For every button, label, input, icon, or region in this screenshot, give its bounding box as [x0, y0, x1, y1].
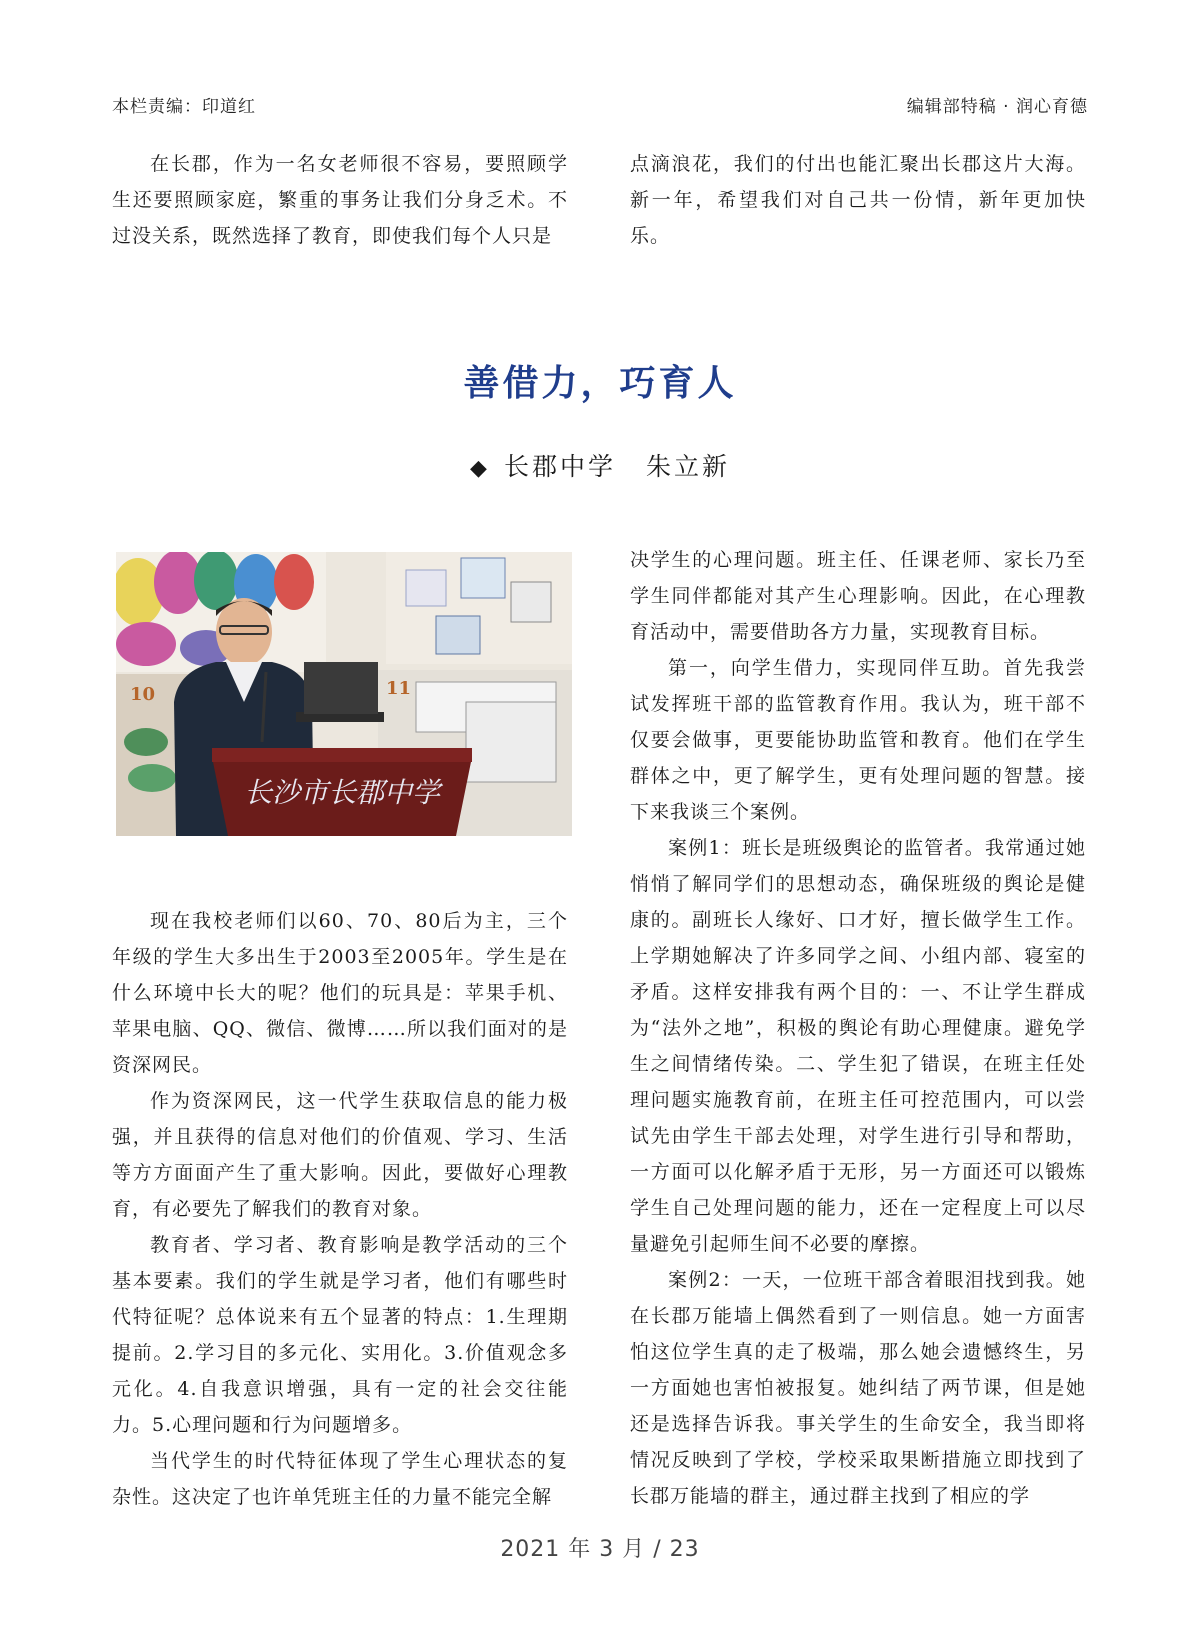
article-paragraph: 决学生的心理问题。班主任、任课老师、家长乃至学生同伴都能对其产生心理影响。因此，在心理教育活动中，需要借助各方力量，实现教育目标。 [630, 549, 1086, 643]
sign-number-11: 11 [386, 678, 412, 699]
article-paragraph: 教育者、学习者、教育影响是教学活动的三个基本要素。我们的学生就是学习者，他们有哪些时代特征呢？总体说来有五个显著的特点：1.生理期提前。2.学习目的多元化、实用化。3.价值观念多元化。4.自我意识增强，具有一定的社会交往能力。5.心理问题和行为问题增多。 [112, 1234, 568, 1436]
article-paragraph: 案例1：班长是班级舆论的监管者。我常通过她悄悄了解同学们的思想动态，确保班级的舆论是健康的。副班长人缘好、口才好，擅长做学生工作。上学期她解决了许多同学之间、小组内部、寝室的矛盾。这样安排我有两个目的：一、不让学生群成为“法外之地”，积极的舆论有助心理健康。避免学生之间情绪传染。二、学生犯了错误，在班主任处理问题实施教育前，在班主任可控范围内，可以尝试先由学生干部去处理，对学生进行引导和帮助，一方面可以化解矛盾于无形，另一方面还可以锻炼学生自己处理问题的能力，还在一定程度上可以尽量避免引起师生间不必要的摩擦。 [630, 837, 1086, 1255]
article-right-column [630, 542, 1086, 1514]
article-paragraph: 作为资深网民，这一代学生获取信息的能力极强，并且获得的信息对他们的价值观、学习、生活等方方面面产生了重大影响。因此，要做好心理教育，有必要先了解我们的教育对象。 [112, 1090, 568, 1220]
section-name: 编辑部特稿 · 润心育德 [906, 97, 1088, 117]
podium-text: 长沙市长郡中学 [243, 776, 441, 809]
article-paragraph: 现在我校老师们以60、70、80后为主，三个年级的学生大多出生于2003至2005年。学生是在什么环境中长大的呢？他们的玩具是：苹果手机、苹果电脑、QQ、微信、微博……所以我们面对的是资深网民。 [112, 910, 568, 1076]
prev-article-right-column [630, 146, 1086, 254]
sign-number-10: 10 [130, 684, 156, 705]
prev-article-left-column [112, 146, 568, 254]
column-editor: 本栏责编：印道红 [112, 97, 256, 117]
byline [0, 447, 1200, 483]
prev-article-paragraph: 在长郡，作为一名女老师很不容易，要照顾学生还要照顾家庭，繁重的事务让我们分身乏术。不过没关系，既然选择了教育，即使我们每个人只是 [112, 153, 568, 247]
diamond-bullet-icon: ◆ [470, 456, 490, 481]
article-title: 善借力，巧育人 [463, 362, 737, 404]
speaker-photo [116, 552, 572, 836]
author-name: 朱立新 [645, 452, 730, 481]
article-paragraph: 第一，向学生借力，实现同伴互助。首先我尝试发挥班干部的监管教育作用。我认为，班干部不仅要会做事，更要能协助监管和教育。他们在学生群体之中，更了解学生，更有处理问题的智慧。接下来我谈三个案例。 [630, 657, 1086, 823]
prev-article-paragraph: 点滴浪花，我们的付出也能汇聚出长郡这片大海。新一年，希望我们对自己共一份情，新年更加快乐。 [630, 153, 1086, 247]
page-number: 2021 年 3 月 / 23 [500, 1537, 700, 1562]
author-school: 长郡中学 [503, 452, 616, 481]
article-left-column [112, 903, 568, 1515]
article-paragraph: 当代学生的时代特征体现了学生心理状态的复杂性。这决定了也许单凭班主任的力量不能完全解 [112, 1450, 568, 1508]
article-paragraph: 案例2：一天，一位班干部含着眼泪找到我。她在长郡万能墙上偶然看到了一则信息。她一方面害怕这位学生真的走了极端，那么她会遗憾终生，另一方面她也害怕被报复。她纠结了两节课，但是她还是选择告诉我。事关学生的生命安全，我当即将情况反映到了学校，学校采取果断措施立即找到了长郡万能墙的群主，通过群主找到了相应的学 [630, 1269, 1086, 1507]
